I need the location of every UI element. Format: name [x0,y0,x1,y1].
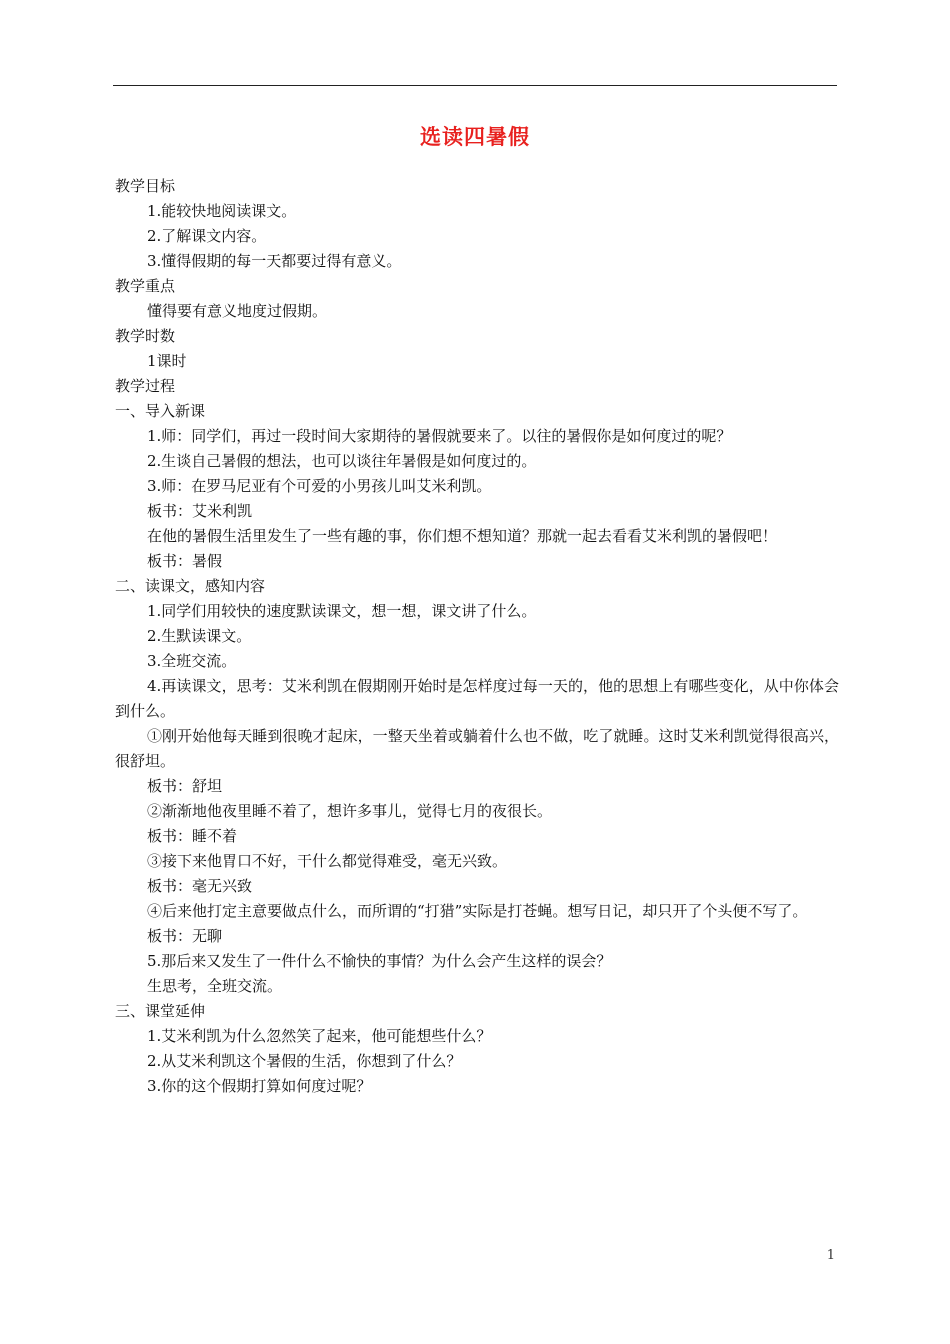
part2-line-1: 1.同学们用较快的速度默读课文，想一想，课文讲了什么。 [147,602,537,620]
section-heading-goals: 教学目标 [115,177,176,195]
part2-board-note-1: 板书：舒坦 [147,777,223,795]
part1-heading: 一、导入新课 [115,402,206,420]
part2-point-4: ④后来他打定主意要做点什么，而所谓的“打猎”实际是打苍蝇。想写日记，却只开了个头便不写了。 [147,902,808,920]
part2-line-2: 2.生默读课文。 [147,627,252,645]
section-heading-hours: 教学时数 [115,327,176,345]
part2-point-3: ③接下来他胃口不好，干什么都觉得难受，毫无兴致。 [147,852,508,870]
part1-line-5: 在他的暑假生活里发生了一些有趣的事，你们想不想知道？那就一起去看看艾米利凯的暑假吧！ [147,527,778,545]
document-body [115,174,839,1099]
focus-text: 懂得要有意义地度过假期。 [147,302,328,320]
section-heading-focus: 教学重点 [115,277,176,295]
part3-line-1: 1.艾米利凯为什么忽然笑了起来，他可能想些什么？ [147,1027,492,1045]
header-rule [113,85,837,86]
part1-board-note-2: 板书：暑假 [147,552,223,570]
part2-point-1: ①刚开始他每天睡到很晚才起床，一整天坐着或躺着什么也不做，吃了就睡。这时艾米利凯觉得很高兴，很舒坦。 [115,727,839,770]
hours-text: 1课时 [147,352,187,370]
part2-board-note-2: 板书：睡不着 [147,827,238,845]
part3-line-3: 3.你的这个假期打算如何度过呢？ [147,1077,372,1095]
section-heading-process: 教学过程 [115,377,176,395]
part2-point-2: ②渐渐地他夜里睡不着了，想许多事儿，觉得七月的夜很长。 [147,802,553,820]
page-number: 1 [826,1248,835,1263]
part2-board-note-3: 板书：毫无兴致 [147,877,253,895]
part2-question-4: 4.再读课文，思考：艾米利凯在假期刚开始时是怎样度过每一天的，他的思想上有哪些变化，从中你体会到什么。 [115,677,839,720]
goal-item-1: 1.能较快地阅读课文。 [147,202,297,220]
part1-line-2: 2.生谈自己暑假的想法，也可以谈往年暑假是如何度过的。 [147,452,537,470]
part2-question-5: 5.那后来又发生了一件什么不愉快的事情？为什么会产生这样的误会？ [147,952,612,970]
goal-item-3: 3.懂得假期的每一天都要过得有意义。 [147,252,402,270]
document-title: 选读四暑假 [420,124,530,149]
part2-heading: 二、读课文，感知内容 [115,577,266,595]
goal-item-2: 2.了解课文内容。 [147,227,267,245]
part3-line-2: 2.从艾米利凯这个暑假的生活，你想到了什么？ [147,1052,462,1070]
part1-board-note-1: 板书：艾米利凯 [147,502,253,520]
part1-line-1: 1.师：同学们，再过一段时间大家期待的暑假就要来了。以往的暑假你是如何度过的呢？ [147,427,732,445]
part2-board-note-4: 板书：无聊 [147,927,223,945]
part2-line-3: 3.全班交流。 [147,652,237,670]
part1-line-3: 3.师：在罗马尼亚有个可爱的小男孩儿叫艾米利凯。 [147,477,492,495]
part2-question-5-answer: 生思考，全班交流。 [147,977,283,995]
part3-heading: 三、课堂延伸 [115,1002,206,1020]
